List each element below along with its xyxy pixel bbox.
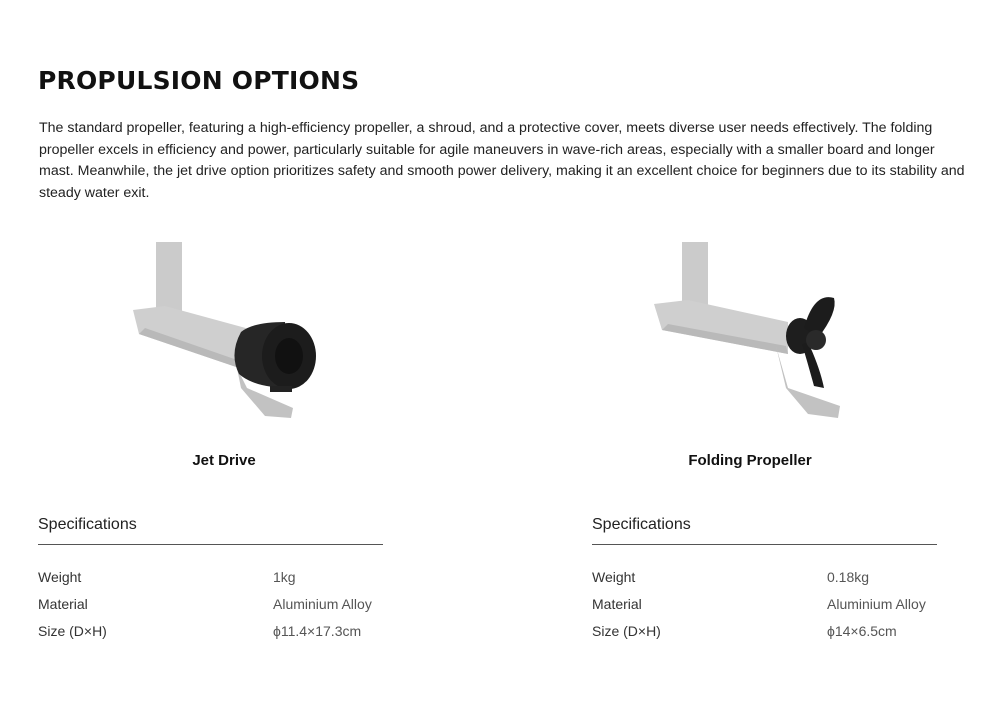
product-name-jet-drive: Jet Drive: [192, 452, 256, 469]
specs-divider-folding-propeller: [592, 544, 937, 545]
spec-value: Aluminium Alloy: [273, 596, 372, 612]
spec-label: Weight: [592, 569, 636, 585]
jet-drive-image: [125, 238, 325, 428]
spec-label: Material: [592, 596, 642, 612]
spec-value: Aluminium Alloy: [827, 596, 926, 612]
spec-value: 0.18kg: [827, 569, 870, 585]
specs-divider-jet-drive: [38, 544, 383, 545]
spec-value: ϕ11.4×17.3cm: [273, 623, 362, 639]
intro-paragraph: The standard propeller, featuring a high-efficiency propeller, a shroud, and a protective cover, meets diverse user needs effectively. The folding propeller excels in efficiency and power, particularly suitable for agile maneuvers in wave-rich areas, especially with a smaller board and longer mast. Meanwhile, the jet drive option prioritizes safety and smooth power delivery, making it an excellent choice for beginners due to its stability and steady water exit.: [39, 120, 965, 201]
spec-label: Size (D×H): [38, 623, 107, 639]
spec-label: Material: [38, 596, 88, 612]
spec-label: Size (D×H): [592, 623, 661, 639]
spec-value: ϕ14×6.5cm: [827, 623, 897, 639]
product-name-folding-propeller: Folding Propeller: [688, 452, 812, 469]
page-title: PROPULSION OPTIONS: [38, 66, 360, 95]
specs-heading-jet-drive: Specifications: [38, 516, 137, 533]
folding-propeller-image: [648, 238, 848, 428]
spec-label: Weight: [38, 569, 82, 585]
spec-value: 1kg: [273, 569, 296, 585]
specs-heading-folding-propeller: Specifications: [592, 516, 691, 533]
